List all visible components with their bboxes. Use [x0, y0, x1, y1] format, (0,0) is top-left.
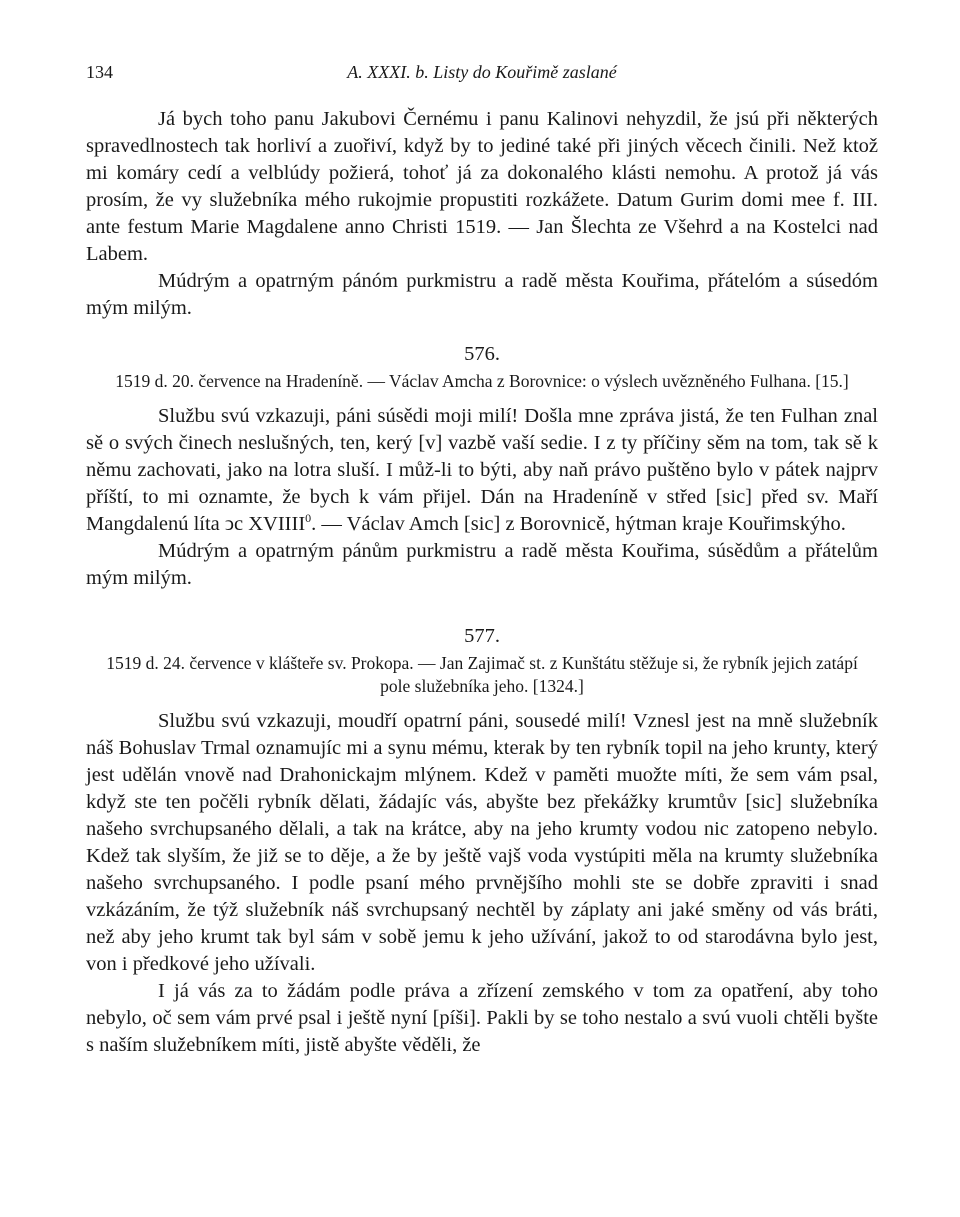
page-number: 134 [86, 62, 113, 82]
running-title: A. XXXI. b. Listy do Kouřimě zaslané [347, 62, 617, 82]
document-number-577: 577. [464, 625, 500, 647]
document-number-576: 576. [464, 343, 500, 365]
document-577-paragraph-1: Službu svú vzkazuji, moudří opatrní páni, sousedé milí! Vznesl jest na mně služebník náš Bohuslav Trmal oznamujíc mi a synu mému, kterak by ten rybník topil na jeho krunty, který jest udělán vnově nad Drahonickajm mlýnem. Kdež v paměti muožte míti, že sem vám psal, když ste ten počěli rybník dělati, žádajíc vás, abyšte bez překážky krumtův [sic] služebníka našeho svrchupsaného dělali, a tak na krátce, aby na jeho krumty vodou nic zatopeno nebylo. Kdež tak slyším, že již se to děje, a že by ještě vajš voda vystúpiti měla na krumty služebníka našeho svrchupsaného. I podle psaní mého prvnějšího mohli ste se dobře zpraviti i snad vzkázáním, že týž služebník náš svrchupsaný nechtěl by záplaty ani jaké směny od vás bráti, než aby jeho krumt tak byl sám v sobě jemu k jeho užívání, jakož to od starodávna bylo jest, von i předkové jeho užívali. [86, 710, 878, 975]
intro-address: Múdrým a opatrným pánóm purkmistru a radě města Kouřima, přátelóm a súsedóm mým milým. [86, 270, 878, 319]
document-577-paragraph-2: I já vás za to žádám podle práva a zřízení zemského v tom za opatření, aby toho nebylo, oč sem vám prvé psal i ještě nyní [píši]. Pakli by se toho nestalo a svú vuoli chtěli byšte s naším služebníkem míti, jistě abyšte věděli, že [86, 980, 878, 1056]
document-576-text-main: Službu svú vzkazuji, páni súsědi moji milí! Došla mne zpráva jistá, že ten Fulhan znal sě o svých činech neslušných, ten, kerý [v] vazbě vaší sedie. I z ty příčiny sěm na tom, tak sě k němu zachovati, jako na lotra sluší. I můž-li to býti, aby naň právo puštěno bylo v pátek najprv příští, to mi oznamte, že bych k vám přijel. Dán na Hradeníně v střed [sic] před sv. Maří Mangdalenú líta ͻc XVIIII [86, 405, 878, 535]
regest-576: 1519 d. 20. července na Hradeníně. — Václav Amcha z Borovnice: o výslech uvězněného Fulhana. [15.] [115, 371, 849, 391]
document-page [86, 58, 878, 1059]
intro-paragraph: Já bych toho panu Jakubovi Černému i panu Kalinovi nehyzdil, že jsú při některých spravedlnostech tak horliví a zuořiví, když by to jediné také při jiných věcech činili. Než ktož mi komáry cedí a velblúdy požierá, tohoť já za dokonalého klásti nemohu. A protož já vás prosím, že vy služebníka mého rukojmie propustiti rozkážete. Datum Gurim domi mee f. III. ante festum Marie Magdalene anno Christi 1519. — Jan Šlechta ze Všehrd a na Kostelci nad Labem. [86, 108, 878, 265]
regest-577: 1519 d. 24. července v klášteře sv. Prokopa. — Jan Zajimač st. z Kunštátu stěžuje si, že rybník jejich zatápí pole služebníka jeho. [1324.] [106, 653, 858, 696]
page-header [86, 58, 878, 90]
document-576-address: Múdrým a opatrným pánům purkmistru a radě města Kouřima, súsědům a přátelům mým milým. [86, 540, 878, 589]
document-576-text [86, 403, 878, 538]
document-576-text-superscript: 0 [305, 511, 312, 526]
document-576-text-end: . — Václav Amch [sic] z Borovnicě, hýtman kraje Kouřimskýho. [311, 513, 846, 535]
